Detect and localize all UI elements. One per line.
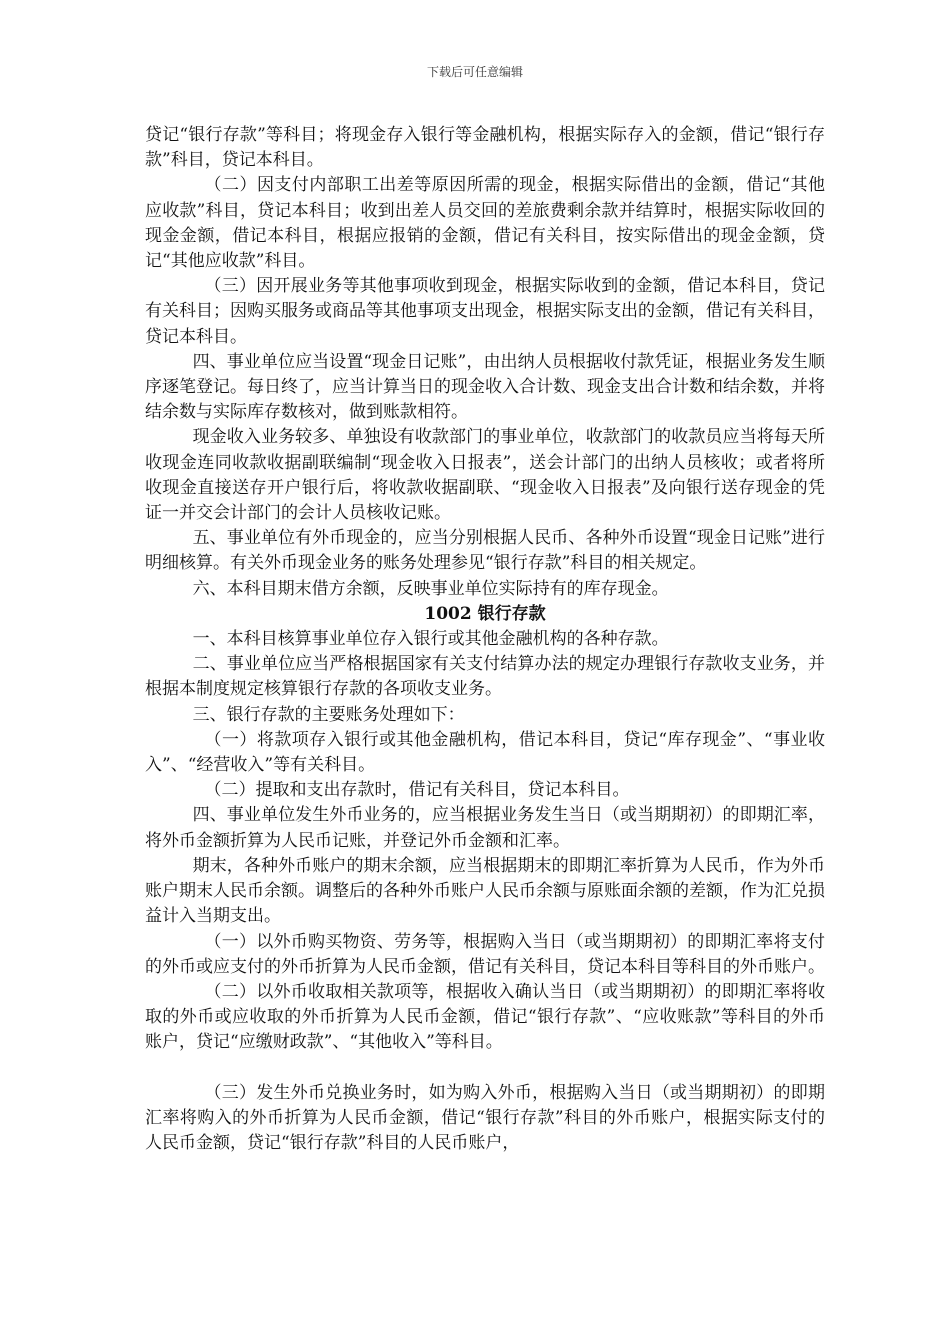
paragraph: （二）因支付内部职工出差等原因所需的现金，根据实际借出的金额，借记“其他应收款”科目，贷记本科目；收到出差人员交回的差旅费剩余款并结算时，根据实际收回的现金金额，借记本科目，根据应报销的金额，借记有关科目，按实际借出的现金金额，贷记“其他应收款”科目。 bbox=[145, 175, 825, 272]
paragraph: 四、事业单位发生外币业务的，应当根据业务发生当日（或当期期初）的即期汇率，将外币金额折算为人民币记账，并登记外币金额和汇率。 bbox=[145, 805, 825, 851]
paragraph: 现金收入业务较多、单独设有收款部门的事业单位，收款部门的收款员应当将每天所收现金连同收款收据副联编制“现金收入日报表”，送会计部门的出纳人员核收；或者将所收现金直接送存开户银行后，将收款收据副联、“现金收入日报表”及向银行送存现金的凭证一并交会计部门的会计人员核收记账。 bbox=[145, 427, 825, 524]
paragraph: （一）将款项存入银行或其他金融机构，借记本科目，贷记“库存现金”、“事业收入”、“经营收入”等有关科目。 bbox=[145, 729, 825, 776]
paragraph: （二）提取和支出存款时，借记有关科目，贷记本科目。 bbox=[204, 780, 630, 801]
paragraph: （三）因开展业务等其他事项收到现金，根据实际收到的金额，借记本科目，贷记有关科目；因购买服务或商品等其他事项支出现金，根据实际支出的金额，借记有关科目，贷记本科目。 bbox=[145, 276, 825, 347]
section-title: 1002 银行存款 bbox=[424, 603, 546, 624]
paragraph: 一、本科目核算事业单位存入银行或其他金融机构的各种存款。 bbox=[192, 629, 669, 650]
page-header: 下载后可任意编辑 bbox=[426, 65, 523, 79]
paragraph: （三）发生外币兑换业务时，如为购入外币，根据购入当日（或当期期初）的即期汇率将购入的外币折算为人民币金额，借记“银行存款”科目的外币账户，根据实际支付的人民币金额，贷记“银行存款”科目的人民币账户， bbox=[145, 1082, 825, 1154]
paragraph: 四、事业单位应当设置“现金日记账”，由出纳人员根据收付款凭证，根据业务发生顺序逐笔登记。每日终了，应当计算当日的现金收入合计数、现金支出合计数和结余数，并将结余数与实际库存数核对，做到账款相符。 bbox=[145, 351, 825, 423]
paragraph: （二）以外币收取相关款项等，根据收入确认当日（或当期期初）的即期汇率将收取的外币或应收取的外币折算为人民币金额，借记“银行存款”、“应收账款”等科目的外币账户，贷记“应缴财政款”、“其他收入”等科目。 bbox=[145, 981, 825, 1053]
paragraph: 六、本科目期末借方余额，反映事业单位实际持有的库存现金。 bbox=[192, 578, 669, 599]
paragraph: 三、银行存款的主要账务处理如下： bbox=[192, 704, 465, 725]
paragraph: 五、事业单位有外币现金的，应当分别根据人民币、各种外币设置“现金日记账”进行明细核算。有关外币现金业务的账务处理参见“银行存款”科目的相关规定。 bbox=[145, 528, 825, 574]
paragraph: 期末，各种外币账户的期末余额，应当根据期末的即期汇率折算为人民币，作为外币账户期末人民币余额。调整后的各种外币账户人民币余额与原账面余额的差额，作为汇兑损益计入当期支出。 bbox=[145, 855, 825, 927]
paragraph: 贷记“银行存款”等科目；将现金存入银行等金融机构，根据实际存入的金额，借记“银行存款”科目，贷记本科目。 bbox=[145, 125, 825, 171]
blank-line bbox=[145, 1056, 825, 1081]
document-body bbox=[145, 123, 825, 1156]
paragraph: （一）以外币购买物资、劳务等，根据购入当日（或当期期初）的即期汇率将支付的外币或应支付的外币折算为人民币金额，借记有关科目，贷记本科目等科目的外币账户。 bbox=[145, 931, 825, 977]
paragraph: 二、事业单位应当严格根据国家有关支付结算办法的规定办理银行存款收支业务，并根据本制度规定核算银行存款的各项收支业务。 bbox=[145, 654, 825, 700]
